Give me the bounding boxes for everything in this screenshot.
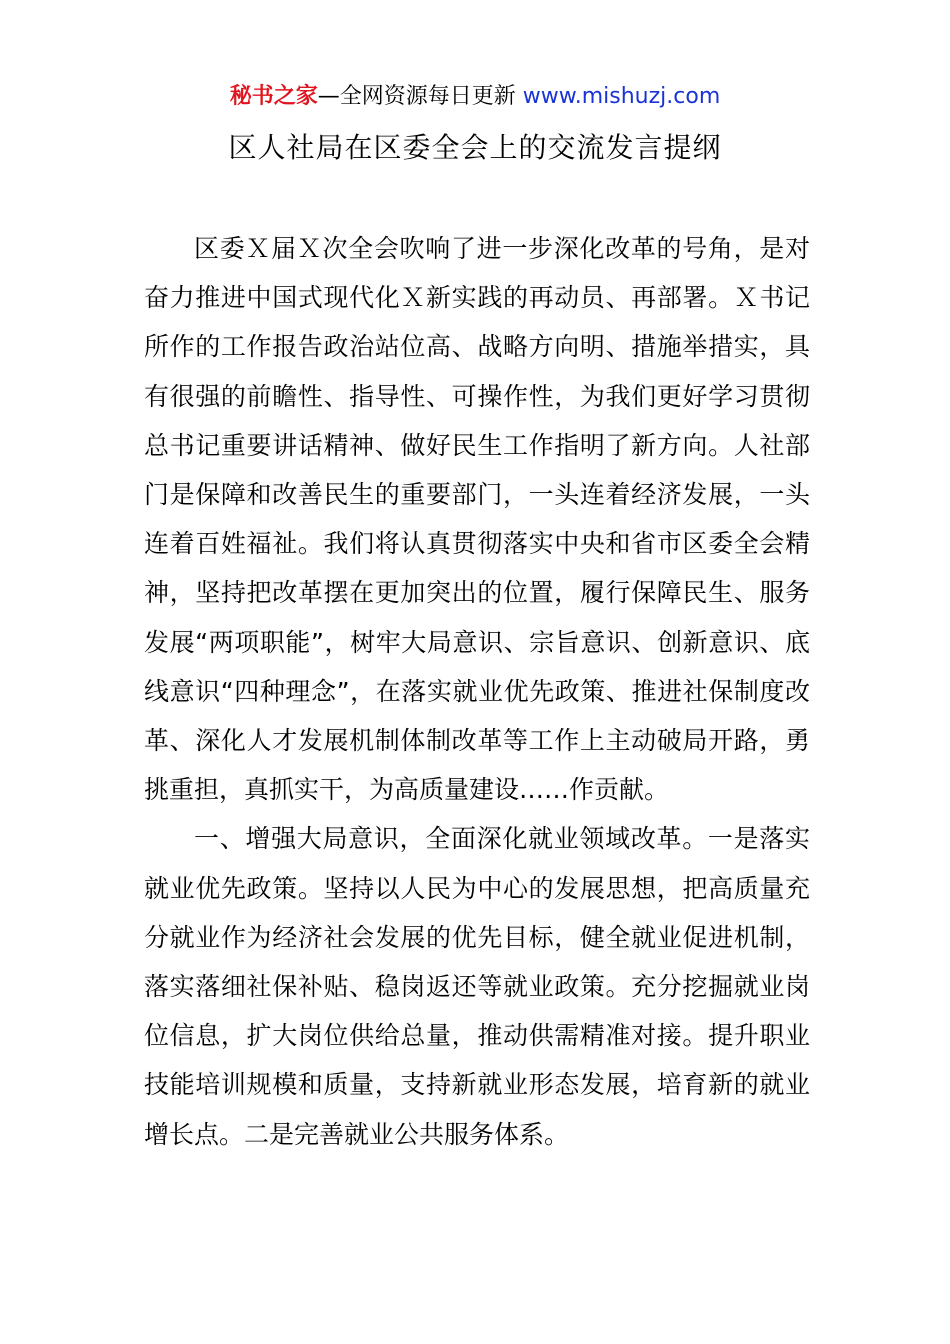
brand-name: 秘书之家 [229, 84, 318, 109]
site-slogan: —全网资源每日更新 [317, 84, 523, 109]
paragraph-section-one: 一、增强大局意识，全面深化就业领域改革。一是落实就业优先政策。坚持以人民为中心的发展思想，把高质量充分就业作为经济社会发展的优先目标，健全就业促进机制，落实落细社保补贴、稳岗返还等就业政策。充分挖掘就业岗位信息，扩大岗位供给总量，推动供需精准对接。提升职业技能培训规模和质量，支持新就业形态发展，培育新的就业增长点。二是完善就业公共服务体系。 [144, 824, 810, 1149]
document-body [144, 224, 810, 1159]
site-url-link[interactable]: www.mishuzj.com [522, 84, 721, 109]
document-title: 区人社局在区委全会上的交流发言提纲 [228, 131, 722, 164]
paragraph-intro: 区委Ｘ届Ｘ次全会吹响了进一步深化改革的号角，是对奋力推进中国式现代化Ｘ新实践的再动员、再部署。Ｘ书记所作的工作报告政治站位高、战略方向明、措施举措实，具有很强的前瞻性、指导性、可操作性，为我们更好学习贯彻总书记重要讲话精神、做好民生工作指明了新方向。人社部门是保障和改善民生的重要部门，一头连着经济发展，一头连着百姓福祉。我们将认真贯彻落实中央和省市区委全会精神，坚持把改革摆在更加突出的位置，履行保障民生、服务发展“两项职能”，树牢大局意识、宗旨意识、创新意识、底线意识“四种理念”，在落实就业优先政策、推进社保制度改革、深化人才发展机制体制改革等工作上主动破局开路，勇挑重担，真抓实干，为高质量建设……作贡献。 [144, 234, 810, 805]
site-header [0, 80, 950, 114]
